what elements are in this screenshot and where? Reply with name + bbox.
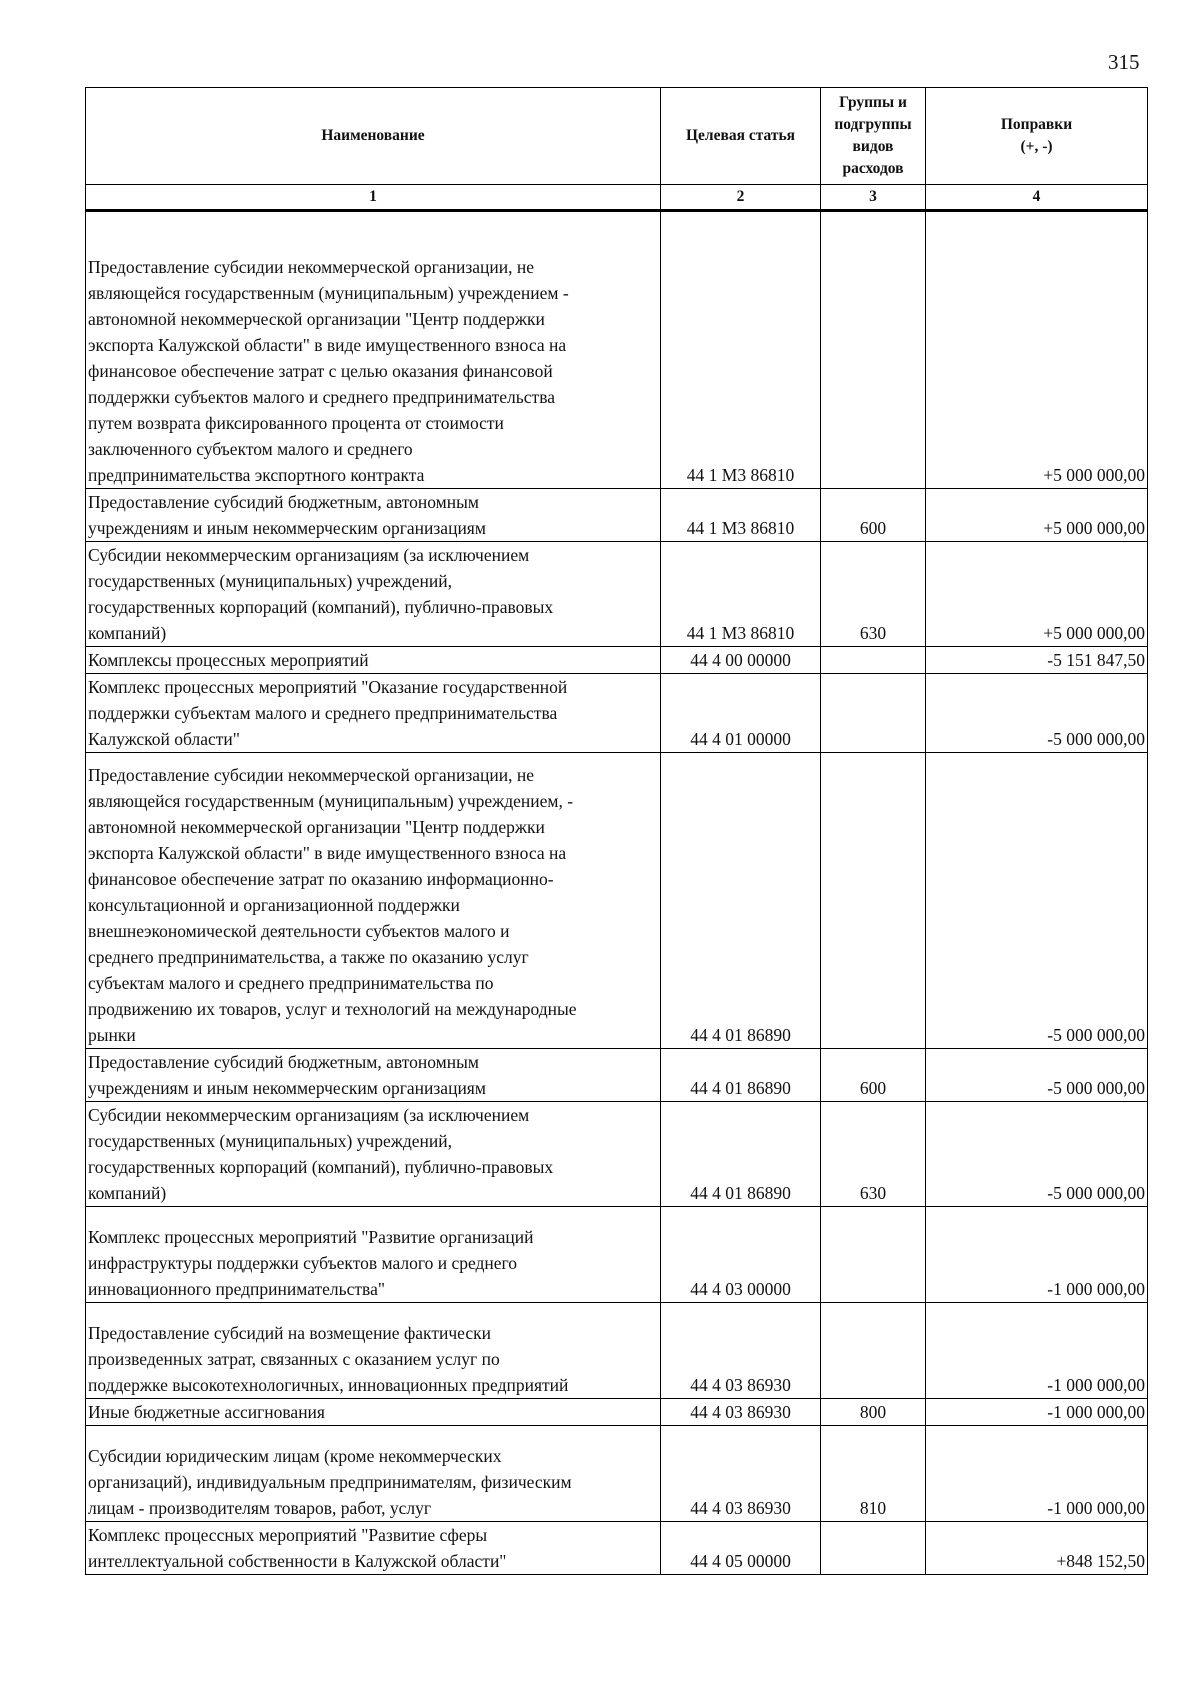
row-name-line: внешнеэкономической деятельности субъектов малого и — [88, 921, 510, 941]
row-name-line: финансовое обеспечение затрат с целью оказания финансовой — [88, 361, 553, 381]
header-groups-line: подгруппы — [834, 116, 912, 133]
table-row — [86, 1426, 1148, 1522]
row-amendment: -1 000 000,00 — [926, 1426, 1148, 1522]
row-amendment: +5 000 000,00 — [926, 211, 1148, 489]
row-amendment: +5 000 000,00 — [926, 542, 1148, 647]
row-name-line: экспорта Калужской области" в виде имущественного взноса на — [88, 843, 567, 863]
row-name — [86, 647, 661, 674]
row-target-article: 44 4 01 00000 — [661, 674, 821, 753]
table-row — [86, 211, 1148, 489]
row-name-line: компаний) — [88, 1183, 167, 1203]
row-target-article: 44 4 03 86930 — [661, 1303, 821, 1399]
column-number: 1 — [86, 185, 661, 211]
row-name-line: Предоставление субсидий бюджетным, автономным — [88, 1052, 479, 1072]
row-name — [86, 674, 661, 753]
row-expense-group — [821, 1303, 926, 1399]
table-row — [86, 542, 1148, 647]
row-name-line: рынки — [88, 1025, 136, 1045]
row-name-line: компаний) — [88, 623, 167, 643]
table-row — [86, 753, 1148, 1049]
row-expense-group: 810 — [821, 1426, 926, 1522]
row-expense-group — [821, 1522, 926, 1575]
row-name-line: поддержки субъектам малого и среднего предпринимательства — [88, 703, 558, 723]
row-name-line: заключенного субъектом малого и среднего — [88, 439, 413, 459]
row-name — [86, 1207, 661, 1303]
row-name-line: экспорта Калужской области" в виде имущественного взноса на — [88, 335, 567, 355]
table-row — [86, 1522, 1148, 1575]
row-amendment: -5 000 000,00 — [926, 753, 1148, 1049]
row-name-line: произведенных затрат, связанных с оказанием услуг по — [88, 1349, 500, 1369]
row-name-line: государственных (муниципальных) учреждений, — [88, 571, 452, 591]
row-name-line: консультационной и организационной поддержки — [88, 895, 460, 915]
table-body — [86, 211, 1148, 1575]
row-name-line: интеллектуальной собственности в Калужской области" — [88, 1551, 507, 1571]
row-expense-group: 630 — [821, 542, 926, 647]
row-expense-group: 800 — [821, 1399, 926, 1426]
row-name — [86, 1426, 661, 1522]
table-row — [86, 674, 1148, 753]
row-name — [86, 542, 661, 647]
row-name-line: Иные бюджетные ассигнования — [88, 1402, 325, 1422]
header-groups-line: видов — [852, 138, 894, 155]
row-target-article: 44 4 03 86930 — [661, 1426, 821, 1522]
row-name-line: Предоставление субсидий бюджетным, автономным — [88, 492, 479, 512]
amendments-table — [85, 87, 1148, 1575]
row-name-line: Комплекс процессных мероприятий "Развитие сферы — [88, 1525, 488, 1545]
row-expense-group: 600 — [821, 489, 926, 542]
row-name-line: Комплекс процессных мероприятий "Развитие организаций — [88, 1227, 534, 1247]
header-amend-line: (+, -) — [1020, 138, 1053, 155]
row-amendment: +848 152,50 — [926, 1522, 1148, 1575]
row-target-article: 44 4 01 86890 — [661, 1102, 821, 1207]
row-name-line: лицам - производителям товаров, работ, услуг — [88, 1498, 432, 1518]
row-name-line: государственных (муниципальных) учреждений, — [88, 1131, 452, 1151]
row-name-line: инновационного предпринимательства" — [88, 1279, 385, 1299]
row-name-line: поддержке высокотехнологичных, инновационных предприятий — [88, 1375, 569, 1395]
row-target-article: 44 4 01 86890 — [661, 753, 821, 1049]
page-number: 315 — [1108, 50, 1140, 74]
row-name-line: Комплексы процессных мероприятий — [88, 650, 369, 670]
row-name-line: автономной некоммерческой организации "Центр поддержки — [88, 817, 545, 837]
row-name-line: организаций), индивидуальным предпринимателям, физическим — [88, 1472, 572, 1492]
row-name-line: автономной некоммерческой организации "Центр поддержки — [88, 309, 545, 329]
header-amendments — [926, 88, 1148, 185]
row-name-line: являющейся государственным (муниципальным) учреждением, - — [88, 791, 574, 811]
row-target-article: 44 4 03 86930 — [661, 1399, 821, 1426]
row-amendment: +5 000 000,00 — [926, 489, 1148, 542]
row-target-article: 44 1 M3 86810 — [661, 542, 821, 647]
table-row — [86, 1102, 1148, 1207]
row-expense-group: 630 — [821, 1102, 926, 1207]
row-name-line: учреждениям и иным некоммерческим организациям — [88, 1078, 486, 1098]
row-amendment: -5 000 000,00 — [926, 1102, 1148, 1207]
column-number: 3 — [821, 185, 926, 211]
row-amendment: -1 000 000,00 — [926, 1207, 1148, 1303]
row-target-article: 44 1 M3 86810 — [661, 489, 821, 542]
row-name — [86, 753, 661, 1049]
row-amendment: -5 151 847,50 — [926, 647, 1148, 674]
row-expense-group — [821, 1207, 926, 1303]
row-name — [86, 1102, 661, 1207]
table-header-row — [86, 88, 1148, 185]
row-name-line: Предоставление субсидии некоммерческой организации, не — [88, 257, 535, 277]
row-amendment: -5 000 000,00 — [926, 1049, 1148, 1102]
column-number: 4 — [926, 185, 1148, 211]
row-name-line: Субсидии некоммерческим организациям (за исключением — [88, 1105, 530, 1125]
row-name — [86, 489, 661, 542]
row-target-article: 44 4 01 86890 — [661, 1049, 821, 1102]
column-number-row — [86, 185, 1148, 211]
table-row — [86, 1049, 1148, 1102]
row-name-line: путем возврата фиксированного процента от стоимости — [88, 413, 504, 433]
row-name — [86, 1522, 661, 1575]
row-name — [86, 211, 661, 489]
header-groups-line: Группы и — [839, 94, 907, 111]
row-expense-group — [821, 211, 926, 489]
row-name-line: продвижению их товаров, услуг и технологий на международные — [88, 999, 577, 1019]
row-name-line: государственных корпораций (компаний), публично-правовых — [88, 1157, 554, 1177]
row-amendment: -1 000 000,00 — [926, 1399, 1148, 1426]
row-target-article: 44 4 05 00000 — [661, 1522, 821, 1575]
row-expense-group — [821, 753, 926, 1049]
row-name — [86, 1399, 661, 1426]
row-name-line: учреждениям и иным некоммерческим организациям — [88, 518, 486, 538]
row-expense-group — [821, 647, 926, 674]
header-target-article: Целевая статья — [661, 88, 821, 185]
row-target-article: 44 4 00 00000 — [661, 647, 821, 674]
table-row — [86, 1207, 1148, 1303]
column-number: 2 — [661, 185, 821, 211]
row-name-line: государственных корпораций (компаний), публично-правовых — [88, 597, 554, 617]
row-name-line: среднего предпринимательства, а также по оказанию услуг — [88, 947, 529, 967]
row-expense-group — [821, 674, 926, 753]
row-name-line: субъектам малого и среднего предпринимательства по — [88, 973, 494, 993]
row-name — [86, 1049, 661, 1102]
row-target-article: 44 4 03 00000 — [661, 1207, 821, 1303]
table-row — [86, 1303, 1148, 1399]
row-name-line: Предоставление субсидий на возмещение фактически — [88, 1323, 491, 1343]
row-name-line: Комплекс процессных мероприятий "Оказание государственной — [88, 677, 568, 697]
row-name-line: поддержки субъектов малого и среднего предпринимательства — [88, 387, 555, 407]
row-target-article: 44 1 M3 86810 — [661, 211, 821, 489]
row-name-line: Калужской области" — [88, 729, 240, 749]
table-row — [86, 1399, 1148, 1426]
row-amendment: -1 000 000,00 — [926, 1303, 1148, 1399]
row-expense-group: 600 — [821, 1049, 926, 1102]
header-name: Наименование — [86, 88, 661, 185]
header-amend-line: Поправки — [1000, 116, 1073, 133]
row-name-line: являющейся государственным (муниципальным) учреждением - — [88, 283, 569, 303]
table-row — [86, 647, 1148, 674]
row-amendment: -5 000 000,00 — [926, 674, 1148, 753]
table-row — [86, 489, 1148, 542]
row-name-line: финансовое обеспечение затрат по оказанию информационно- — [88, 869, 554, 889]
header-groups-line: расходов — [842, 160, 904, 177]
row-name-line: Субсидии некоммерческим организациям (за исключением — [88, 545, 530, 565]
row-name — [86, 1303, 661, 1399]
row-name-line: Предоставление субсидии некоммерческой организации, не — [88, 765, 535, 785]
header-expense-groups — [821, 88, 926, 185]
row-name-line: инфраструктуры поддержки субъектов малого и среднего — [88, 1253, 518, 1273]
row-name-line: Субсидии юридическим лицам (кроме некоммерческих — [88, 1446, 502, 1466]
row-name-line: предпринимательства экспортного контракта — [88, 465, 425, 485]
